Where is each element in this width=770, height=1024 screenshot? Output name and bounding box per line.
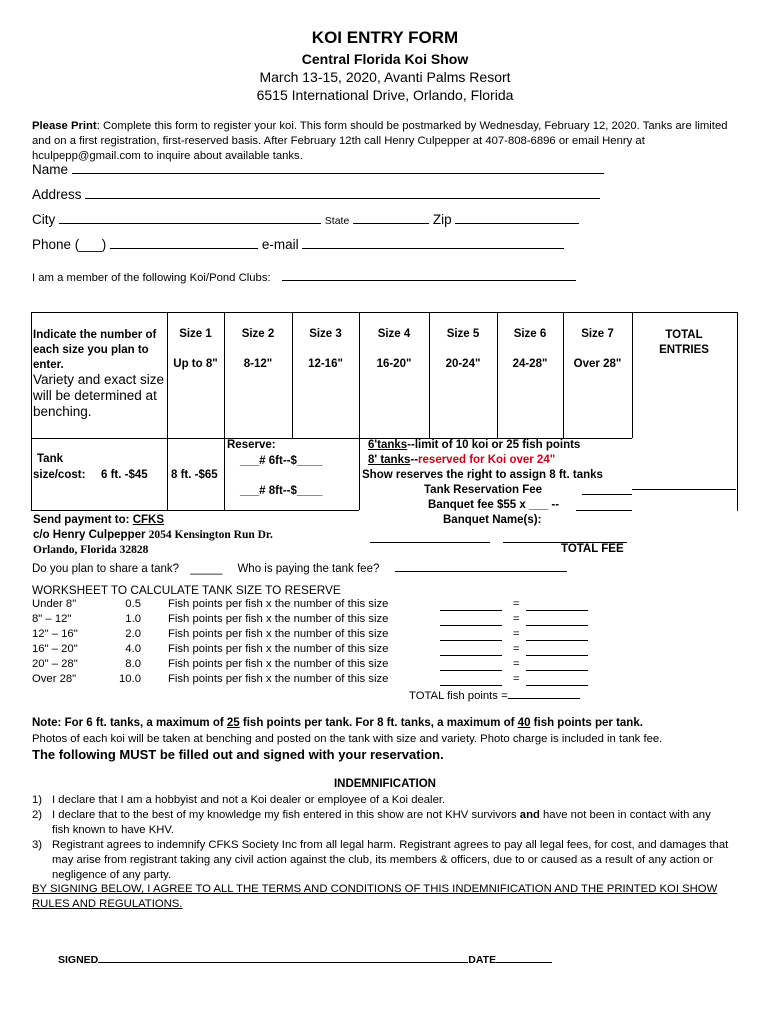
tanks-6ft-rule — [368, 439, 580, 451]
total-entries-input[interactable] — [634, 362, 734, 436]
indicate-instruction: Indicate the number of each size you plan to enter. — [33, 329, 157, 371]
care-of-name: c/o Henry Culpepper — [33, 529, 146, 541]
tank-fee-payer-question: Who is paying the tank fee? — [237, 563, 380, 575]
worksheet-row-description: Fish points per fish x the number of this size — [168, 628, 389, 640]
date-label: DATE — [468, 954, 497, 966]
tank-cost-label: size/cost: — [33, 469, 86, 481]
indem-item-1-number: 1) — [32, 794, 43, 806]
worksheet-result-field[interactable] — [526, 598, 588, 611]
indem-item-3: Registrant agrees to indemnify CFKS Society Inc from all legal harm. Registrant agrees to pay all legal fees, for cost, and damages that may arise from registrant taking any civil action against the club, its members & officers, due to or caused as a result of any action or negligence of any party. — [52, 839, 729, 881]
table-divider — [632, 489, 736, 490]
worksheet-equals-sign: = — [513, 658, 520, 670]
send-payment-label: Send payment to: — [33, 514, 130, 526]
worksheet-row-description: Fish points per fish x the number of this size — [168, 643, 389, 655]
send-payment-line — [33, 514, 164, 526]
total-fee-label: TOTAL FEE — [561, 543, 624, 555]
worksheet-count-field[interactable] — [440, 643, 502, 656]
tanks-8ft-rule — [368, 454, 555, 466]
note-part-2: fish points per tank. For 8 ft. tanks, a maximum of — [239, 717, 518, 729]
variety-note: Variety and exact size will be determined at benching. — [33, 372, 165, 419]
tanks-8ft-red-note: reserved for Koi over 24" — [418, 454, 556, 466]
date-field[interactable] — [496, 951, 552, 963]
tanks-6ft-text: --limit of 10 koi or 25 fish points — [407, 439, 581, 451]
name-row — [32, 162, 604, 177]
worksheet-result-field[interactable] — [526, 673, 588, 686]
clubs-label: I am a member of the following Koi/Pond Clubs: — [32, 272, 271, 284]
banquet-names-label: Banquet Name(s): — [443, 514, 542, 526]
share-tank-answer[interactable]: _____ — [190, 563, 223, 575]
worksheet-row-description: Fish points per fish x the number of this size — [168, 598, 389, 610]
size-1-label: Size 1 — [179, 328, 212, 340]
worksheet-count-field[interactable] — [440, 613, 502, 626]
worksheet-count-field[interactable] — [440, 598, 502, 611]
size-6-label: Size 6 — [513, 328, 547, 340]
tanks-8ft-lead: 8' tanks — [368, 454, 411, 466]
city-label: City — [32, 212, 56, 227]
table-divider — [632, 312, 633, 438]
intro-text: : Complete this form to register your koi. This form should be postmarked by Wednesday, February 12, 2020. Tanks are limited and on a first registration, first-reserved basis. After February 12th call Henry Culpepper at 407-808-6896 or email Henry at hculpepp@gmail.com to inquire about available tanks. — [32, 120, 728, 162]
worksheet-total-field[interactable] — [508, 687, 580, 699]
note-part-1: Note: For 6 ft. tanks, a maximum of — [32, 717, 227, 729]
tank-points-note — [32, 717, 643, 729]
tank-6ft-price: 6 ft. -$45 — [101, 469, 148, 481]
name-field[interactable] — [72, 162, 604, 174]
size-2-count-input[interactable] — [225, 380, 291, 436]
phone-label: Phone (___) — [32, 237, 107, 252]
size-5-count-input[interactable] — [430, 380, 496, 436]
size-7-range: Over 28" — [573, 358, 622, 370]
share-tank-question: Do you plan to share a tank? — [32, 563, 180, 575]
signature-row — [58, 951, 552, 966]
size-1-range: Up to 8" — [173, 358, 218, 370]
worksheet-total-row — [409, 687, 580, 702]
worksheet-fish-points: 0.5 — [125, 598, 141, 610]
must-fill-note: The following MUST be filled out and signed with your reservation. — [32, 747, 444, 762]
tank-label: Tank — [37, 453, 63, 465]
zip-label: Zip — [432, 212, 452, 227]
show-address: 6515 International Drive, Orlando, Florida — [256, 87, 514, 103]
worksheet-size-range: 8" – 12" — [32, 613, 72, 625]
worksheet-fish-points: 10.0 — [119, 673, 141, 685]
tanks-8ft-sep: -- — [410, 454, 419, 466]
worksheet-equals-sign: = — [513, 628, 520, 640]
size-5-label: Size 5 — [446, 328, 480, 340]
show-reserves-note: Show reserves the right to assign 8 ft. tanks — [362, 469, 603, 481]
worksheet-result-field[interactable] — [526, 613, 588, 626]
payment-street: 2054 Kensington Run Dr. — [148, 529, 273, 541]
note-max-6ft: 25 — [226, 717, 240, 729]
indem-item-3-number: 3) — [32, 839, 43, 851]
please-print-lead: Please Print — [32, 120, 97, 132]
worksheet-row-description: Fish points per fish x the number of this size — [168, 613, 389, 625]
size-4-count-input[interactable] — [360, 380, 428, 436]
address-label: Address — [32, 187, 82, 202]
phone-field[interactable] — [110, 237, 258, 249]
state-label: State — [324, 215, 350, 227]
agreement-statement: BY SIGNING BELOW, I AGREE TO ALL THE TERMS AND CONDITIONS OF THIS INDEMNIFICATION AND THE PRINTED KOI SHOW RULES AND REGULATIONS. — [32, 883, 718, 910]
indem-item-2 — [52, 808, 712, 838]
size-3-label: Size 3 — [309, 328, 342, 340]
signed-label: SIGNED — [58, 954, 99, 966]
worksheet-fish-points: 1.0 — [125, 613, 141, 625]
signature-field[interactable] — [98, 951, 468, 963]
payment-city: Orlando, Florida 32828 — [33, 544, 149, 556]
photos-note: Photos of each koi will be taken at benching and posted on the tank with size and variety. Photo charge is included in tank fee. — [32, 733, 663, 745]
worksheet-total-label: TOTAL fish points = — [409, 690, 508, 702]
worksheet-title: WORKSHEET TO CALCULATE TANK SIZE TO RESERVE — [32, 583, 341, 597]
worksheet-row-description: Fish points per fish x the number of this size — [168, 673, 389, 685]
worksheet-fish-points: 8.0 — [125, 658, 141, 670]
note-part-3: fish points per tank. — [530, 717, 643, 729]
worksheet-count-field[interactable] — [440, 628, 502, 641]
indem-item-2-number: 2) — [32, 809, 43, 821]
indem-item-2-and: and — [519, 809, 540, 821]
share-tank-row — [32, 560, 567, 575]
worksheet-equals-sign: = — [513, 673, 520, 685]
size-1-count-input[interactable] — [168, 380, 223, 436]
banquet-fee-field[interactable] — [576, 510, 632, 511]
worksheet-size-range: 12" – 16" — [32, 628, 78, 640]
clubs-field[interactable] — [282, 269, 576, 281]
worksheet-equals-sign: = — [513, 613, 520, 625]
size-3-count-input[interactable] — [293, 380, 358, 436]
size-4-label: Size 4 — [377, 328, 411, 340]
worksheet-result-field[interactable] — [526, 658, 588, 671]
size-7-count-input[interactable] — [564, 380, 631, 436]
worksheet-count-field[interactable] — [440, 673, 502, 686]
state-field[interactable] — [353, 212, 429, 224]
worksheet-size-range: Over 28" — [32, 673, 77, 685]
indemnification-title: INDEMNIFICATION — [333, 778, 436, 790]
name-label: Name — [32, 162, 69, 177]
tank-reservation-fee-field[interactable] — [582, 494, 632, 495]
size-6-count-input[interactable] — [498, 380, 562, 436]
table-divider — [31, 510, 359, 511]
worksheet-result-field[interactable] — [526, 643, 588, 656]
indem-item-2a: I declare that to the best of my knowledge my fish entered in this show are not KHV survivors — [52, 809, 520, 821]
reserve-label: Reserve: — [227, 439, 276, 451]
show-name: Central Florida Koi Show — [301, 51, 469, 67]
banquet-fee-label: Banquet fee $55 x ___ -- — [428, 499, 560, 511]
address-field[interactable] — [85, 187, 600, 199]
size-5-range: 20-24" — [445, 358, 481, 370]
city-field[interactable] — [59, 212, 321, 224]
size-3-range: 12-16" — [308, 358, 343, 370]
size-2-range: 8-12" — [243, 358, 273, 370]
city-row — [32, 212, 579, 227]
banquet-name-1-field[interactable] — [370, 542, 490, 543]
tanks-6ft-lead: 6'tanks — [368, 439, 408, 451]
indem-item-1: I declare that I am a hobbyist and not a Koi dealer or employee of a Koi dealer. — [52, 794, 446, 806]
zip-field[interactable] — [455, 212, 579, 224]
worksheet-size-range: Under 8" — [32, 598, 77, 610]
worksheet-equals-sign: = — [513, 598, 520, 610]
tank-reservation-fee-label: Tank Reservation Fee — [424, 484, 543, 496]
care-of-line — [33, 529, 273, 541]
worksheet-size-range: 16" – 20" — [32, 643, 78, 655]
worksheet-row-description: Fish points per fish x the number of this size — [168, 658, 389, 670]
phone-row — [32, 237, 564, 252]
clubs-row — [32, 269, 576, 284]
worksheet-size-range: 20" – 28" — [32, 658, 78, 670]
size-7-label: Size 7 — [581, 328, 614, 340]
tank-8ft-price: 8 ft. -$65 — [171, 469, 218, 481]
show-dates-venue: March 13-15, 2020, Avanti Palms Resort — [259, 69, 511, 85]
address-row — [32, 187, 600, 202]
size-2-label: Size 2 — [241, 328, 275, 340]
size-6-range: 24-28" — [512, 358, 548, 370]
worksheet-count-field[interactable] — [440, 658, 502, 671]
worksheet-fish-points: 4.0 — [125, 643, 141, 655]
email-field[interactable] — [302, 237, 564, 249]
payee-name: CFKS — [132, 514, 164, 526]
note-max-8ft: 40 — [517, 717, 531, 729]
worksheet-result-field[interactable] — [526, 628, 588, 641]
size-4-range: 16-20" — [376, 358, 412, 370]
reserve-6ft-field[interactable]: ___# 6ft--$____ — [240, 455, 323, 467]
reserve-8ft-field[interactable]: ___# 8ft--$____ — [240, 485, 323, 497]
indem-item-2c: have not been in contact with any fish known to have KHV. — [52, 809, 711, 836]
intro-paragraph — [32, 119, 744, 164]
worksheet-equals-sign: = — [513, 643, 520, 655]
worksheet-fish-points: 2.0 — [125, 628, 141, 640]
email-label: e-mail — [261, 237, 299, 252]
tank-fee-payer-field[interactable] — [395, 560, 567, 572]
total-entries-header: TOTAL ENTRIES — [659, 329, 709, 356]
form-title: KOI ENTRY FORM — [311, 28, 459, 47]
table-divider — [224, 438, 225, 510]
